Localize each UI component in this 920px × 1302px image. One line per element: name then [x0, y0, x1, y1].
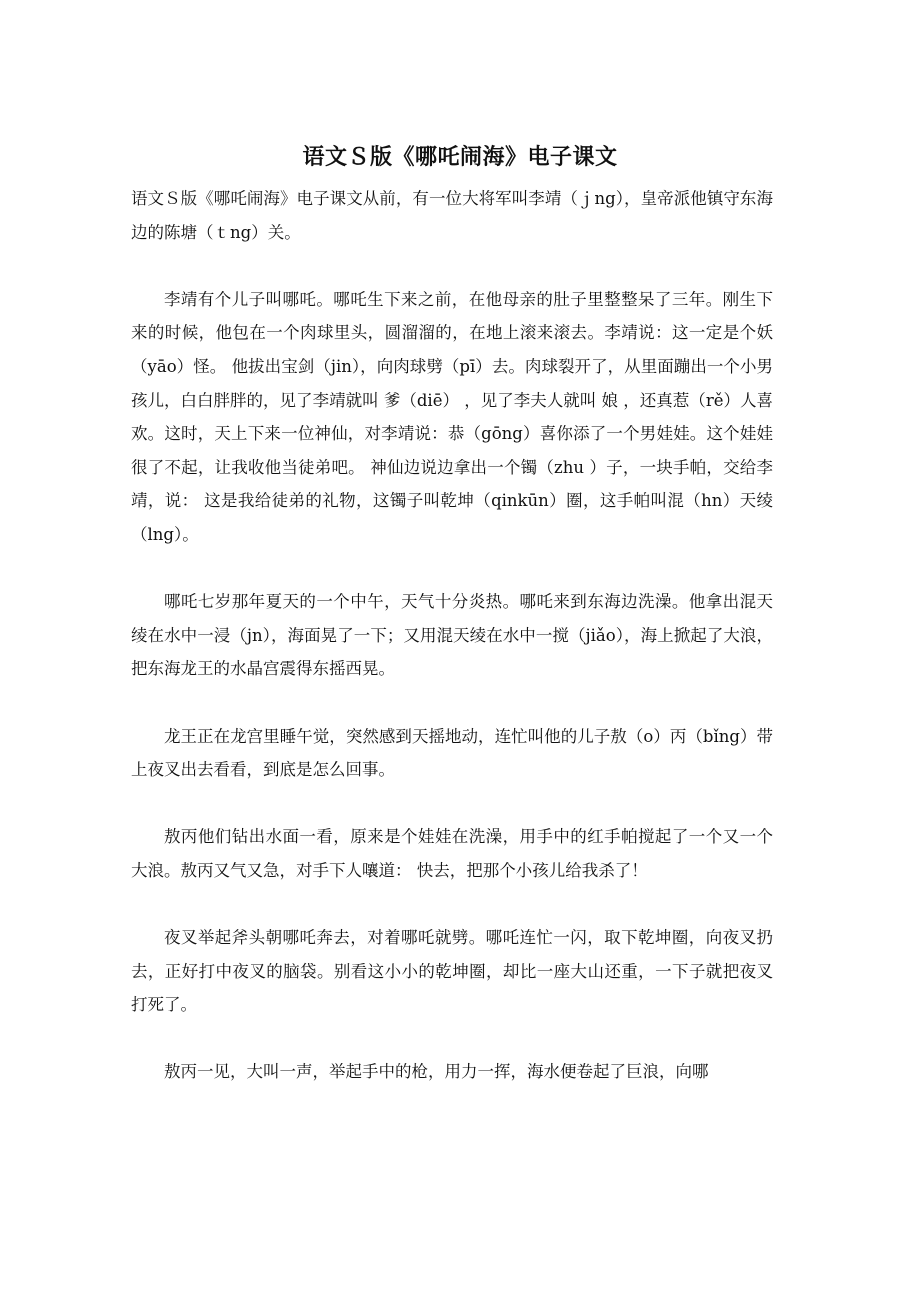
document-body [131, 182, 773, 1123]
paragraph-6: 夜叉举起斧头朝哪吒奔去，对着哪吒就劈。哪吒连忙一闪，取下乾坤圈，向夜叉扔去，正好打中夜叉的脑袋。别看这小小的乾坤圈，却比一座大山还重，一下子就把夜叉打死了。 [131, 928, 773, 1015]
page-title: 语文Ｓ版《哪吒闹海》电子课文 [302, 144, 618, 170]
paragraph-4: 龙王正在龙宫里睡午觉，突然感到天摇地动，连忙叫他的儿子敖（o）丙（bǐng）带上夜叉出去看看，到底是怎么回事。 [131, 726, 773, 780]
paragraph-3: 哪吒七岁那年夏天的一个中午，天气十分炎热。哪吒来到东海边洗澡。他拿出混天绫在水中一浸（jn），海面晃了一下；又用混天绫在水中一搅（jiǎo），海上掀起了大浪，把东海龙王的水晶宫震得东摇西晃。 [131, 592, 773, 679]
paragraph-1: 语文Ｓ版《哪吒闹海》电子课文从前，有一位大将军叫李靖（ｊng），皇帝派他镇守东海边的陈塘（ｔng）关。 [131, 189, 773, 242]
paragraph-7: 敖丙一见，大叫一声，举起手中的枪，用力一挥，海水便卷起了巨浪，向哪 [164, 1062, 709, 1082]
paragraph-5: 敖丙他们钻出水面一看，原来是个娃娃在洗澡，用手中的红手帕搅起了一个又一个大浪。敖丙又气又急，对手下人嚷道： 快去，把那个小孩儿给我杀了！ [131, 827, 773, 880]
paragraph-2: 李靖有个儿子叫哪吒。哪吒生下来之前，在他母亲的肚子里整整呆了三年。刚生下来的时候，他包在一个肉球里头，圆溜溜的，在地上滚来滚去。李靖说：这一定是个妖（yāo）怪。 他拔出宝剑（jin），向肉球劈（pī）去。肉球裂开了，从里面蹦出一个小男孩儿，白白胖胖的，见了李靖就叫 爹（diē） ，见了李夫人就叫 娘 ，还真惹（rě）人喜欢。这时，天上下来一位神仙，对李靖说：恭（gōng）喜你添了一个男娃娃。这个娃娃很了不起，让我收他当徒弟吧。 神仙边说边拿出一个镯（zhu ）子，一块手帕，交给李靖，说： 这是我给徒弟的礼物，这镯子叫乾坤（qinkūn）圈，这手帕叫混（hn）天绫（lng）。 [131, 289, 773, 544]
